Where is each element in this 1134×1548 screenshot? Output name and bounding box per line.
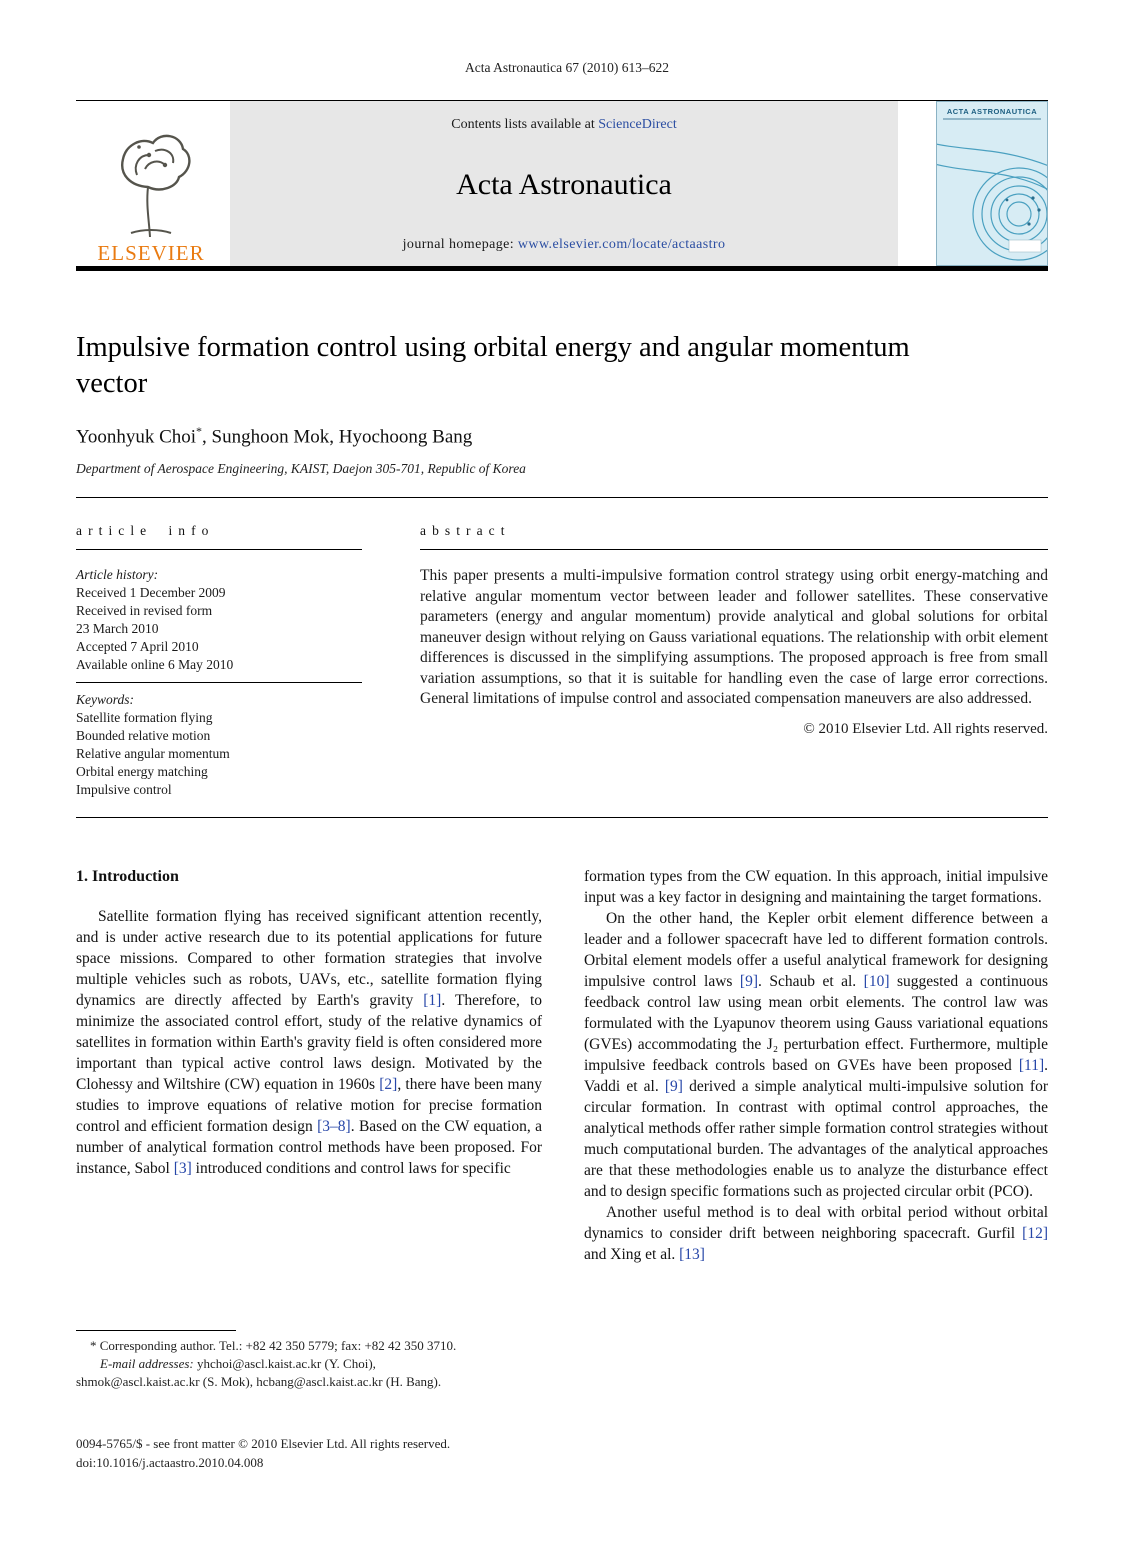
keywords-label: Keywords: [76, 692, 134, 707]
doi-line: doi:10.1016/j.actaastro.2010.04.008 [76, 1455, 264, 1470]
keyword-item: Impulsive control [76, 782, 172, 797]
section-1-heading: 1. Introduction [76, 868, 179, 885]
info-divider-rule [76, 682, 362, 683]
history-line: Accepted 7 April 2010 [76, 639, 199, 654]
abstract-rule [420, 549, 1048, 550]
journal-banner [230, 101, 898, 266]
elsevier-wordmark: ELSEVIER [97, 241, 205, 265]
citation-link[interactable]: [12] [1022, 1225, 1048, 1242]
history-line: Received 1 December 2009 [76, 585, 226, 600]
copyright-line: © 2010 Elsevier Ltd. All rights reserved. [803, 720, 1048, 737]
sciencedirect-link[interactable]: ScienceDirect [598, 117, 677, 132]
authors-line [76, 424, 472, 448]
keyword-item: Orbital energy matching [76, 764, 208, 779]
masthead-band [76, 101, 1048, 266]
citation-link[interactable]: [3–8] [317, 1118, 351, 1135]
history-line: Available online 6 May 2010 [76, 657, 234, 672]
history-label: Article history: [76, 567, 159, 582]
abstract-text: This paper presents a multi-impulsive formation control strategy using orbit energy-matching and relative angular momentum vector between leader and follower satellites. These conservative parameters (energy and angular momentum) provide analytical and global solutions for orbital maneuver design without relying on Gauss variational equations. The relationship with orbit element differences is discussed in the simplifying assumptions. The proposed approach is free from small variation assumptions, so that it is suitable for handling even the case of large error corrections. General limitations of impulse control and associated compensation maneuvers are also addressed. [420, 567, 1048, 707]
keyword-item: Satellite formation flying [76, 710, 213, 725]
homepage-link[interactable]: www.elsevier.com/locate/actaastro [517, 237, 726, 252]
body-paragraph: Another useful method is to deal with orbital period without orbital dynamics to consider drift between neighboring spacecraft. Gurfil [12] and Xing et al. [13] [584, 1204, 1048, 1263]
homepage-prefix: journal homepage: [402, 237, 518, 252]
cover-title: ACTA ASTRONAUTICA [946, 107, 1038, 116]
article-info-column [76, 566, 362, 799]
journal-title: Acta Astronautica [456, 168, 672, 201]
running-head: Acta Astronautica 67 (2010) 613–622 [465, 60, 669, 75]
keyword-item: Relative angular momentum [76, 746, 230, 761]
citation-link[interactable]: [3] [173, 1160, 192, 1177]
citation-link[interactable]: [2] [379, 1076, 398, 1093]
citation-link[interactable]: [10] [863, 973, 890, 990]
footer-block [76, 1434, 716, 1472]
keyword-item: Bounded relative motion [76, 728, 211, 743]
history-line: 23 March 2010 [76, 621, 159, 636]
body-paragraph: On the other hand, the Kepler orbit element difference between a leader and a follower spacecraft have led to different formation controls. Orbital element models offer a useful analytical framework for designing impulsive control laws [9]. Schaub et al. [10] suggested a continuous feedback control law using mean orbit elements. The control law was formulated with the Lyapunov theorem using Gauss variational equations (GVEs) accommodating the J₂ perturbation effect. Furthermore, multiple impulsive feedback controls based on GVEs have been proposed [11]. Vaddi et al. [9] derived a simple analytical multi-impulsive solution for circular formation. In contrast with optimal control approaches, the analytical methods offer rather simple formation control strategies without much computational burden. The advantages of the analytical approaches are that these methodologies enable us to analyze the disturbance effect and to design specific formations such as projected circular orbit (PCO). [584, 910, 1048, 1200]
body-right-column [584, 866, 1048, 1265]
citation-link[interactable]: [1] [423, 992, 442, 1009]
history-line: Received in revised form [76, 603, 213, 618]
contents-prefix: Contents lists available at [451, 117, 599, 132]
abstract-column [420, 566, 1048, 739]
citation-link[interactable]: [11] [1018, 1057, 1045, 1074]
body-paragraph: formation types from the CW equation. In this approach, initial impulsive input was a key factor in designing and maintaining the target formations. [584, 868, 1048, 906]
footnote-rule [76, 1330, 236, 1331]
citation-link[interactable]: [9] [739, 973, 758, 990]
body-paragraph: Satellite formation flying has received significant attention recently, and is under active research due to its potential applications for future space missions. Compared to other formation strategies that involve multiple vehicles such as robots, UAVs, etc., satellite formation flying dynamics are directly affected by Earth's gravity [1]. Therefore, to minimize the associated control effort, study of the relative dynamics of satellites in formation within Earth's gravity field is often considered more important than typical active control laws design. Motivated by the Clohessy and Wiltshire (CW) equation in 1960s [2], there have been many studies to improve equations of relative motion for precise formation control and efficient formation design [3–8]. Based on the CW equation, a number of analytical formation control methods have been proposed. For instance, Sabol [3] introduced conditions and control laws for specific [76, 908, 542, 1177]
issn-line: 0094-5765/$ - see front matter © 2010 Elsevier Ltd. All rights reserved. [76, 1436, 451, 1451]
article-title: Impulsive formation control using orbital energy and angular momentum vector [76, 332, 910, 400]
authors-rest: , Sunghoon Mok, Hyochoong Bang [202, 426, 473, 448]
journal-cover-thumbnail [936, 101, 1048, 266]
masthead-bottom-rule [76, 266, 1048, 271]
email-addresses-line [76, 1355, 542, 1373]
citation-link[interactable]: [13] [679, 1246, 705, 1263]
abstract-heading: abstract [420, 523, 511, 538]
corresponding-author-note: * Corresponding author. Tel.: +82 42 350 5779; fax: +82 42 350 3710. [90, 1338, 457, 1353]
article-info-rule [76, 549, 362, 550]
affiliation: Department of Aerospace Engineering, KAIST, Daejon 305-701, Republic of Korea [76, 461, 526, 476]
elsevier-logo [76, 101, 226, 266]
footnote-block [76, 1330, 542, 1391]
elsevier-tree-icon [103, 123, 199, 239]
section-bottom-rule [76, 817, 1048, 818]
corresponding-author-marker: * [196, 424, 203, 438]
section-top-rule [76, 497, 1048, 498]
body-left-column [76, 866, 542, 1179]
email-label: E-mail addresses: [100, 1356, 194, 1371]
email-value: yhchoi@ascl.kaist.ac.kr (Y. Choi), [193, 1356, 376, 1371]
contents-line [230, 117, 898, 133]
homepage-line [230, 237, 898, 253]
article-info-heading: article info [76, 523, 215, 538]
cover-art [937, 102, 1047, 265]
author-corresponding: Yoonhyuk Choi [76, 426, 197, 448]
citation-link[interactable]: [9] [664, 1078, 683, 1095]
email-addresses-line2: shmok@ascl.kaist.ac.kr (S. Mok), hcbang@ascl.kaist.ac.kr (H. Bang). [76, 1374, 442, 1389]
